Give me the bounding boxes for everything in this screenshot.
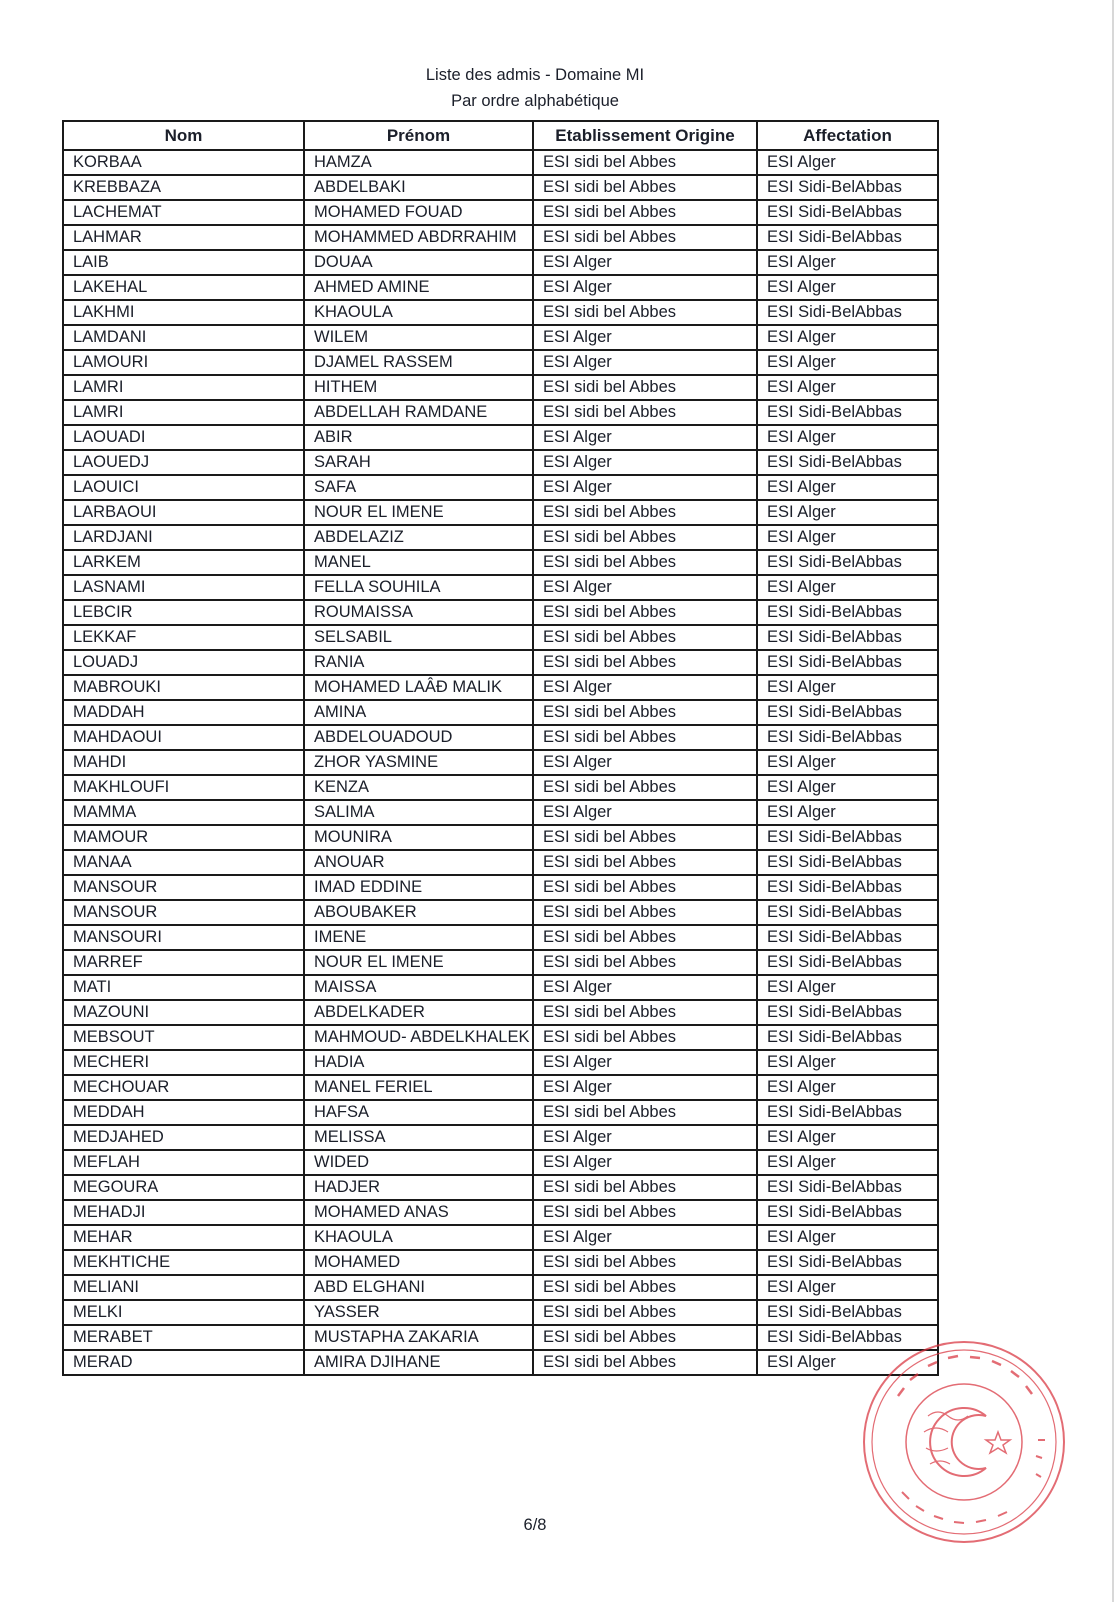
cell-etablissement: ESI Alger	[533, 350, 757, 375]
cell-prenom: DOUAA	[304, 250, 533, 275]
table-row	[63, 875, 938, 900]
cell-prenom: MUSTAPHA ZAKARIA	[304, 1325, 533, 1350]
table-row	[63, 900, 938, 925]
cell-prenom: IMENE	[304, 925, 533, 950]
cell-nom: MANSOUR	[63, 875, 304, 900]
cell-prenom: ABD ELGHANI	[304, 1275, 533, 1300]
cell-nom: MABROUKI	[63, 675, 304, 700]
cell-prenom: ABDELLAH RAMDANE	[304, 400, 533, 425]
cell-affectation: ESI Sidi-BelAbbas	[757, 1250, 938, 1275]
cell-prenom: KHAOULA	[304, 300, 533, 325]
cell-prenom: ANOUAR	[304, 850, 533, 875]
cell-nom: MAMOUR	[63, 825, 304, 850]
cell-prenom: SARAH	[304, 450, 533, 475]
cell-affectation: ESI Alger	[757, 1125, 938, 1150]
cell-affectation: ESI Sidi-BelAbbas	[757, 850, 938, 875]
cell-etablissement: ESI sidi bel Abbes	[533, 1175, 757, 1200]
cell-nom: MEBSOUT	[63, 1025, 304, 1050]
cell-prenom: HADJER	[304, 1175, 533, 1200]
cell-prenom: ABDELAZIZ	[304, 525, 533, 550]
cell-etablissement: ESI sidi bel Abbes	[533, 775, 757, 800]
cell-prenom: SALIMA	[304, 800, 533, 825]
cell-prenom: AMINA	[304, 700, 533, 725]
cell-affectation: ESI Sidi-BelAbbas	[757, 825, 938, 850]
cell-affectation: ESI Sidi-BelAbbas	[757, 300, 938, 325]
document-title: Liste des admis - Domaine MI	[425, 66, 645, 84]
cell-affectation: ESI Alger	[757, 1225, 938, 1250]
table-row	[63, 575, 938, 600]
cell-etablissement: ESI sidi bel Abbes	[533, 1325, 757, 1350]
cell-nom: MELIANI	[63, 1275, 304, 1300]
cell-etablissement: ESI sidi bel Abbes	[533, 200, 757, 225]
cell-prenom: ABDELKADER	[304, 1000, 533, 1025]
table-row	[63, 200, 938, 225]
cell-nom: LARKEM	[63, 550, 304, 575]
table-row	[63, 250, 938, 275]
cell-prenom: YASSER	[304, 1300, 533, 1325]
cell-nom: MEFLAH	[63, 1150, 304, 1175]
cell-etablissement: ESI Alger	[533, 1125, 757, 1150]
cell-affectation: ESI Sidi-BelAbbas	[757, 175, 938, 200]
cell-affectation: ESI Alger	[757, 1275, 938, 1300]
table-row	[63, 1275, 938, 1300]
cell-affectation: ESI Sidi-BelAbbas	[757, 450, 938, 475]
cell-etablissement: ESI Alger	[533, 325, 757, 350]
table-row	[63, 950, 938, 975]
cell-nom: LAKHMI	[63, 300, 304, 325]
cell-prenom: DJAMEL RASSEM	[304, 350, 533, 375]
cell-prenom: ABIR	[304, 425, 533, 450]
cell-nom: KORBAA	[63, 150, 304, 175]
cell-prenom: MOUNIRA	[304, 825, 533, 850]
cell-prenom: HITHEM	[304, 375, 533, 400]
cell-etablissement: ESI sidi bel Abbes	[533, 375, 757, 400]
cell-etablissement: ESI sidi bel Abbes	[533, 700, 757, 725]
cell-nom: LACHEMAT	[63, 200, 304, 225]
cell-nom: MEKHTICHE	[63, 1250, 304, 1275]
table-row	[63, 550, 938, 575]
cell-prenom: MOHAMED ANAS	[304, 1200, 533, 1225]
cell-affectation: ESI Sidi-BelAbbas	[757, 400, 938, 425]
cell-nom: MANSOUR	[63, 900, 304, 925]
cell-nom: MAHDI	[63, 750, 304, 775]
cell-affectation: ESI Alger	[757, 1150, 938, 1175]
table-row	[63, 475, 938, 500]
cell-affectation: ESI Sidi-BelAbbas	[757, 900, 938, 925]
table-row	[63, 675, 938, 700]
seal-inner-ring	[872, 1350, 1056, 1534]
cell-nom: MEGOURA	[63, 1175, 304, 1200]
table-row	[63, 750, 938, 775]
cell-etablissement: ESI Alger	[533, 575, 757, 600]
cell-affectation: ESI Alger	[757, 475, 938, 500]
cell-affectation: ESI Alger	[757, 425, 938, 450]
cell-affectation: ESI Alger	[757, 525, 938, 550]
cell-etablissement: ESI sidi bel Abbes	[533, 1200, 757, 1225]
cell-etablissement: ESI Alger	[533, 450, 757, 475]
cell-etablissement: ESI Alger	[533, 1150, 757, 1175]
table-row	[63, 1225, 938, 1250]
table-row	[63, 1025, 938, 1050]
cell-prenom: AHMED AMINE	[304, 275, 533, 300]
cell-prenom: MOHAMED FOUAD	[304, 200, 533, 225]
star-icon	[986, 1432, 1010, 1453]
cell-affectation: ESI Alger	[757, 675, 938, 700]
cell-nom: MELKI	[63, 1300, 304, 1325]
cell-prenom: WIDED	[304, 1150, 533, 1175]
seal-arabic-inscription-bottom	[902, 1492, 1007, 1523]
cell-nom: LAHMAR	[63, 225, 304, 250]
document-header	[0, 62, 1070, 114]
cell-etablissement: ESI sidi bel Abbes	[533, 300, 757, 325]
cell-nom: MANAA	[63, 850, 304, 875]
cell-nom: LAOUADI	[63, 425, 304, 450]
cell-etablissement: ESI sidi bel Abbes	[533, 175, 757, 200]
cell-prenom: HAMZA	[304, 150, 533, 175]
table-row	[63, 1300, 938, 1325]
cell-prenom: MAHMOUD- ABDELKHALEK	[304, 1025, 533, 1050]
crescent-icon	[930, 1408, 986, 1476]
cell-nom: MAZOUNI	[63, 1000, 304, 1025]
seal-core-ring	[906, 1384, 1022, 1500]
cell-nom: KREBBAZA	[63, 175, 304, 200]
cell-affectation: ESI Alger	[757, 500, 938, 525]
cell-nom: MEDDAH	[63, 1100, 304, 1125]
cell-etablissement: ESI Alger	[533, 425, 757, 450]
cell-affectation: ESI Alger	[757, 1075, 938, 1100]
cell-affectation: ESI Alger	[757, 325, 938, 350]
cell-affectation: ESI Sidi-BelAbbas	[757, 1300, 938, 1325]
cell-affectation: ESI Alger	[757, 975, 938, 1000]
cell-prenom: MAISSA	[304, 975, 533, 1000]
table-row	[63, 925, 938, 950]
table-row	[63, 275, 938, 300]
cell-prenom: ROUMAISSA	[304, 600, 533, 625]
table-row	[63, 300, 938, 325]
cell-etablissement: ESI Alger	[533, 1225, 757, 1250]
table-row	[63, 650, 938, 675]
cell-affectation: ESI Alger	[757, 350, 938, 375]
cell-etablissement: ESI sidi bel Abbes	[533, 900, 757, 925]
cell-affectation: ESI Alger	[757, 750, 938, 775]
table-row	[63, 725, 938, 750]
cell-affectation: ESI Alger	[757, 1350, 938, 1375]
table-row	[63, 1325, 938, 1350]
table-row	[63, 425, 938, 450]
cell-nom: MAHDAOUI	[63, 725, 304, 750]
table-row	[63, 1050, 938, 1075]
cell-etablissement: ESI sidi bel Abbes	[533, 1350, 757, 1375]
cell-nom: LEKKAF	[63, 625, 304, 650]
table-row	[63, 775, 938, 800]
table-row	[63, 1175, 938, 1200]
cell-nom: MEHADJI	[63, 1200, 304, 1225]
cell-etablissement: ESI sidi bel Abbes	[533, 1275, 757, 1300]
table-row	[63, 850, 938, 875]
cell-etablissement: ESI sidi bel Abbes	[533, 1100, 757, 1125]
cell-affectation: ESI Sidi-BelAbbas	[757, 1000, 938, 1025]
table-body	[63, 150, 938, 1375]
cell-etablissement: ESI sidi bel Abbes	[533, 500, 757, 525]
cell-etablissement: ESI Alger	[533, 1050, 757, 1075]
table-row	[63, 625, 938, 650]
cell-affectation: ESI Sidi-BelAbbas	[757, 875, 938, 900]
cell-affectation: ESI Sidi-BelAbbas	[757, 1200, 938, 1225]
cell-etablissement: ESI sidi bel Abbes	[533, 150, 757, 175]
cell-affectation: ESI Alger	[757, 575, 938, 600]
cell-etablissement: ESI sidi bel Abbes	[533, 1025, 757, 1050]
cell-prenom: MANEL	[304, 550, 533, 575]
table-header-row	[63, 121, 938, 150]
column-header-prenom: Prénom	[304, 121, 533, 150]
cell-nom: MERABET	[63, 1325, 304, 1350]
cell-etablissement: ESI sidi bel Abbes	[533, 650, 757, 675]
cell-etablissement: ESI sidi bel Abbes	[533, 925, 757, 950]
cell-nom: LAMOURI	[63, 350, 304, 375]
column-header-nom: Nom	[63, 121, 304, 150]
cell-etablissement: ESI Alger	[533, 800, 757, 825]
cell-etablissement: ESI sidi bel Abbes	[533, 1000, 757, 1025]
cell-etablissement: ESI sidi bel Abbes	[533, 1300, 757, 1325]
cell-affectation: ESI Alger	[757, 275, 938, 300]
cell-affectation: ESI Sidi-BelAbbas	[757, 200, 938, 225]
cell-etablissement: ESI sidi bel Abbes	[533, 600, 757, 625]
cell-prenom: HADIA	[304, 1050, 533, 1075]
cell-nom: LAIB	[63, 250, 304, 275]
cell-etablissement: ESI Alger	[533, 975, 757, 1000]
column-header-etablissement: Etablissement Origine	[533, 121, 757, 150]
cell-prenom: NOUR EL IMENE	[304, 500, 533, 525]
cell-nom: LAMRI	[63, 400, 304, 425]
cell-prenom: SELSABIL	[304, 625, 533, 650]
cell-prenom: NOUR EL IMENE	[304, 950, 533, 975]
cell-nom: LARDJANI	[63, 525, 304, 550]
cell-prenom: HAFSA	[304, 1100, 533, 1125]
cell-affectation: ESI Sidi-BelAbbas	[757, 625, 938, 650]
cell-prenom: MOHAMED	[304, 1250, 533, 1275]
cell-etablissement: ESI sidi bel Abbes	[533, 225, 757, 250]
cell-etablissement: ESI sidi bel Abbes	[533, 550, 757, 575]
table-row	[63, 325, 938, 350]
cell-prenom: ZHOR YASMINE	[304, 750, 533, 775]
cell-nom: MADDAH	[63, 700, 304, 725]
table-row	[63, 175, 938, 200]
table-row	[63, 1075, 938, 1100]
column-header-affectation: Affectation	[757, 121, 938, 150]
cell-nom: LAOUEDJ	[63, 450, 304, 475]
cell-affectation: ESI Alger	[757, 800, 938, 825]
table-row	[63, 1125, 938, 1150]
cell-affectation: ESI Sidi-BelAbbas	[757, 725, 938, 750]
cell-etablissement: ESI Alger	[533, 750, 757, 775]
table-row	[63, 225, 938, 250]
cell-affectation: ESI Sidi-BelAbbas	[757, 950, 938, 975]
cell-nom: MARREF	[63, 950, 304, 975]
admissions-table	[62, 120, 939, 1376]
seal-outer-ring	[864, 1342, 1064, 1542]
table-row	[63, 400, 938, 425]
cell-nom: MEHAR	[63, 1225, 304, 1250]
cell-prenom: MELISSA	[304, 1125, 533, 1150]
cell-affectation: ESI Alger	[757, 1050, 938, 1075]
cell-nom: MECHOUAR	[63, 1075, 304, 1100]
page-number: 6/8	[523, 1516, 547, 1534]
cell-affectation: ESI Sidi-BelAbbas	[757, 600, 938, 625]
table-row	[63, 350, 938, 375]
table-row	[63, 525, 938, 550]
cell-etablissement: ESI sidi bel Abbes	[533, 725, 757, 750]
cell-etablissement: ESI Alger	[533, 675, 757, 700]
cell-prenom: KENZA	[304, 775, 533, 800]
cell-nom: LASNAMI	[63, 575, 304, 600]
cell-prenom: ABDELOUADOUD	[304, 725, 533, 750]
cell-affectation: ESI Sidi-BelAbbas	[757, 1025, 938, 1050]
cell-nom: MERAD	[63, 1350, 304, 1375]
cell-prenom: WILEM	[304, 325, 533, 350]
cell-prenom: FELLA SOUHILA	[304, 575, 533, 600]
cell-prenom: MANEL FERIEL	[304, 1075, 533, 1100]
cell-etablissement: ESI sidi bel Abbes	[533, 625, 757, 650]
cell-affectation: ESI Alger	[757, 775, 938, 800]
cell-prenom: MOHAMED LAÂÐ MALIK	[304, 675, 533, 700]
cell-etablissement: ESI sidi bel Abbes	[533, 825, 757, 850]
cell-etablissement: ESI sidi bel Abbes	[533, 875, 757, 900]
cell-prenom: MOHAMMED ABDRRAHIM	[304, 225, 533, 250]
table-row	[63, 375, 938, 400]
cell-nom: LAKEHAL	[63, 275, 304, 300]
table-row	[63, 150, 938, 175]
cell-nom: LAMRI	[63, 375, 304, 400]
cell-nom: MANSOURI	[63, 925, 304, 950]
cell-etablissement: ESI sidi bel Abbes	[533, 850, 757, 875]
cell-affectation: ESI Sidi-BelAbbas	[757, 925, 938, 950]
cell-affectation: ESI Sidi-BelAbbas	[757, 650, 938, 675]
cell-affectation: ESI Sidi-BelAbbas	[757, 1100, 938, 1125]
cell-nom: LEBCIR	[63, 600, 304, 625]
cell-affectation: ESI Sidi-BelAbbas	[757, 1175, 938, 1200]
cell-nom: LAOUICI	[63, 475, 304, 500]
document-subtitle: Par ordre alphabétique	[451, 92, 619, 110]
cell-etablissement: ESI sidi bel Abbes	[533, 1250, 757, 1275]
cell-affectation: ESI Sidi-BelAbbas	[757, 225, 938, 250]
cell-nom: LAMDANI	[63, 325, 304, 350]
cell-prenom: KHAOULA	[304, 1225, 533, 1250]
cell-etablissement: ESI Alger	[533, 1075, 757, 1100]
table-row	[63, 800, 938, 825]
official-seal-stamp	[858, 1336, 1070, 1548]
cell-etablissement: ESI sidi bel Abbes	[533, 400, 757, 425]
cell-etablissement: ESI sidi bel Abbes	[533, 525, 757, 550]
cell-nom: MAKHLOUFI	[63, 775, 304, 800]
cell-prenom: ABOUBAKER	[304, 900, 533, 925]
table-row	[63, 500, 938, 525]
cell-etablissement: ESI Alger	[533, 250, 757, 275]
table-row	[63, 1000, 938, 1025]
table-row	[63, 825, 938, 850]
cell-prenom: ABDELBAKI	[304, 175, 533, 200]
table-row	[63, 600, 938, 625]
cell-nom: MECHERI	[63, 1050, 304, 1075]
cell-affectation: ESI Sidi-BelAbbas	[757, 700, 938, 725]
cell-prenom: RANIA	[304, 650, 533, 675]
table-row	[63, 1250, 938, 1275]
table-row	[63, 1350, 938, 1375]
cell-affectation: ESI Alger	[757, 150, 938, 175]
table-row	[63, 450, 938, 475]
cell-etablissement: ESI sidi bel Abbes	[533, 950, 757, 975]
cell-nom: LARBAOUI	[63, 500, 304, 525]
cell-prenom: IMAD EDDINE	[304, 875, 533, 900]
cell-prenom: SAFA	[304, 475, 533, 500]
cell-affectation: ESI Alger	[757, 250, 938, 275]
cell-nom: MAMMA	[63, 800, 304, 825]
table-row	[63, 1200, 938, 1225]
cell-nom: MEDJAHED	[63, 1125, 304, 1150]
cell-affectation: ESI Sidi-BelAbbas	[757, 550, 938, 575]
table-row	[63, 700, 938, 725]
cell-nom: MATI	[63, 975, 304, 1000]
cell-etablissement: ESI Alger	[533, 475, 757, 500]
table-row	[63, 975, 938, 1000]
cell-affectation: ESI Sidi-BelAbbas	[757, 1325, 938, 1350]
cell-etablissement: ESI Alger	[533, 275, 757, 300]
cell-affectation: ESI Alger	[757, 375, 938, 400]
cell-nom: LOUADJ	[63, 650, 304, 675]
cell-prenom: AMIRA DJIHANE	[304, 1350, 533, 1375]
table-row	[63, 1150, 938, 1175]
table-row	[63, 1100, 938, 1125]
seal-number-mark	[1036, 1440, 1045, 1477]
